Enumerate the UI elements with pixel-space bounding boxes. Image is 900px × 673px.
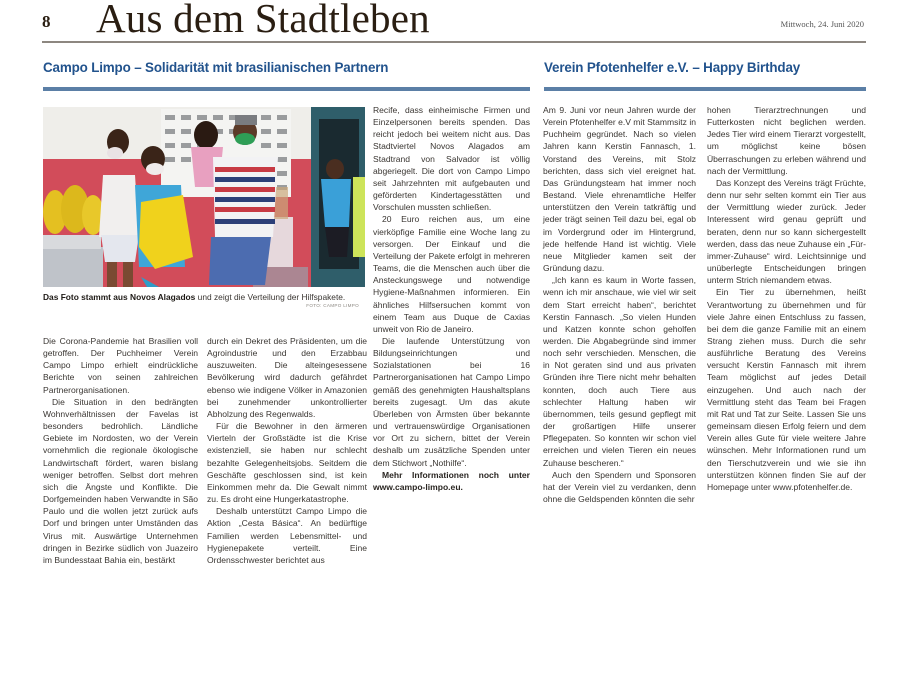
more-info-link[interactable]: Mehr Informationen noch unter www.campo-limpo.eu. bbox=[373, 469, 530, 492]
paragraph: Die laufende Unterstützung von Bildungseinrichtungen und Sozialstationen bei 16 Partnerorganisationen hat Campo Limpo gemäß des genehmigten Haushaltsplans bereits zugesagt. Um das akute Überleben von Ärmsten über bekannte und vertrauenswürdige Organisationen vor Ort zu sichern, bittet der Verein deshalb um zusätzliche Spenden unter dem Stichwort „Nothilfe“. bbox=[373, 335, 530, 468]
article-left-column-2 bbox=[207, 335, 367, 566]
article-right-column-1 bbox=[543, 104, 696, 505]
paragraph: Deshalb unterstützt Campo Limpo die Aktion „Cesta Básica“. An bedürftige Familien werden Lebensmittel- und Hygienepakete verteilt. Eine Ordensschwester berichtet aus bbox=[207, 506, 367, 565]
paragraph: Die Corona-Pandemie hat Brasilien voll getroffen. Der Puchheimer Verein Campo Limpo erhielt eindrückliche Berichte von seinen zahlreichen Partnerorganisationen. bbox=[43, 336, 198, 395]
article-right-header bbox=[544, 60, 866, 92]
caption-bold: Das Foto stammt aus Novos Alagados bbox=[43, 292, 196, 302]
paragraph: hohen Tierarztrechnungen und Futterkosten nicht beglichen werden. Jedes Tier wird einem Tierarzt vorgestellt, um möglichst keine bösen Überraschungen zu erleben während und nach der Vermittlung. bbox=[707, 105, 866, 176]
headline-rule bbox=[544, 87, 866, 91]
photo-credit: FOTO: CAMPO LIMPO bbox=[306, 303, 359, 308]
article-left-headline: Campo Limpo – Solidarität mit brasilianischen Partnern bbox=[43, 60, 389, 75]
article-right-headline: Verein Pfotenhelfer e.V. – Happy Birthday bbox=[544, 60, 801, 75]
section-title: Aus dem Stadtleben bbox=[96, 0, 430, 41]
article-left-header bbox=[43, 60, 530, 92]
page-number: 8 bbox=[42, 12, 51, 31]
paragraph: durch ein Dekret des Präsidenten, um die Agroindustrie und den Erzabbau auszuweiten. Die alteingesessene Bevölkerung wird dadurch gefährdet ebenso wie indigene Völker in Amazonien bei zunehmender unkontrollierter Abholzung des Regenwalds. bbox=[207, 336, 367, 419]
article-photo bbox=[43, 107, 365, 287]
paragraph: Auch den Spendern und Sponsoren hat der Verein viel zu verdanken, denn ohne die Geldspenden könnten die sehr bbox=[543, 469, 696, 504]
issue-date: Mittwoch, 24. Juni 2020 bbox=[780, 19, 864, 29]
paragraph: Ein Tier zu übernehmen, heißt Verantwortung zu übernehmen und für viele Jahre einen Entschluss zu fassen, bei dem die ganze Familie mit an einem Strang ziehen muss. Durch die sehr ausführliche Beratung des Vereins versucht Kerstin Fannasch mit ihrem Team möglichst auf jedes Detail einzugehen. Und auch nach der Vermittlung steht das Team bei Fragen mit Rat und Tat zur Seite. Lassen Sie uns gemeinsam diesen Erfolg feiern und dem Verein alles Gute für viele weitere Jahre wünschen. Mehr Informationen rund um den Tierschutzverein und wie sie ihn unterstützen können finden Sie auf der Homepage unter www.pfotenhelfer.de. bbox=[707, 287, 866, 492]
article-left-column-3 bbox=[373, 104, 530, 493]
paragraph: Das Konzept des Vereins trägt Früchte, denn nur sehr selten kommt ein Tier aus der Vermittlung wieder zurück. Jeder Interessent wird genau geprüft und beraten, denn nur so kann sichergestellt werden, dass das neue Zuhause ein „Für-immer-Zuhause“ wird. Leichtsinnige und unüberlegte Entscheidungen bringen unterm Strich niemandem etwas. bbox=[707, 177, 866, 286]
article-right-column-2 bbox=[707, 104, 866, 493]
paragraph: „Ich kann es kaum in Worte fassen, wenn ich mir anschaue, wie viel wir seit dem Start erreicht haben“, berichtet Kerstin Fannasch. „So vielen Hunden und Katzen konnte schon geholfen werden. Die Abgabegründe sind immer noch sehr verschieden. Menschen, die in Not geraten sind und aus privaten Gründen ihre Tiere nicht mehr behalten konnten, doch auch Tiere aus schlechter Haltung haben wir übernommen, teils gesund gepflegt mit der großartigen Hilfe unserer Pflegepaten. So konnten wir schon viel erreichen und vielen Tieren ein neues Zuhause bescheren.“ bbox=[543, 275, 696, 468]
paragraph: Die Situation in den bedrängten Wohnverhältnissen der Favelas ist besonders bedrohlich. Ländliche Gebiete im Nordosten, wo der Verein vornehmlich die regionale ökologische Landwirtschaft fördert, waren bislang weniger betroffen. Selbst dort mehren sich die Ängste und Konflikte. Die Dorfgemeinden haben Verwandte in São Paulo und die wollen jetzt zurück aufs Dorf und bringen unter Umständen das Virus mit. Auswärtige Unternehmen dringen in Bezirke südlich von Juazeiro im Bundesstaat Bahia ein, bestärkt bbox=[43, 396, 198, 565]
article-left-column-1 bbox=[43, 335, 198, 566]
photo-caption bbox=[43, 292, 365, 304]
photo-illustration bbox=[43, 107, 365, 287]
masthead-divider bbox=[42, 41, 866, 43]
paragraph: 20 Euro reichen aus, um eine vierköpfige Familie eine Woche lang zu versorgen. Der Einkauf und die Verteilung der Pakete erfolgt in mehreren Teams, die die Menschen auch über die Ansteckungswege und notwendige Hygiene-Maßnahmen informieren. Ein ähnliches Hilfsersuchen kommt von einem Team aus Duque de Caxias unweit von Rio de Janeiro. bbox=[373, 214, 530, 334]
paragraph: Am 9. Juni vor neun Jahren wurde der Verein Pfotenhelfer e.V mit Stammsitz in Puchheim gegründet. Nach so vielen Jahren kann Kerstin Fannasch, 1. Vorstand des Vereins, mit Stolz berichten, dass sich viel ereignet hat. Das Gründungsteam hat immer noch Bestand. Viele ehrenamtliche Helfer unterstützen den Verein tatkräftig und jeder trägt seinen Teil dazu bei, egal ob im Vordergrund oder im Hintergrund, jede helfende Hand ist wichtig. Viele neue Mitglieder kamen seit der Gründung dazu. bbox=[543, 105, 696, 274]
caption-text: und zeigt die Verteilung der Hilfspakete. bbox=[195, 292, 346, 302]
masthead bbox=[40, 0, 866, 43]
paragraph: Für die Bewohner in den ärmeren Vierteln der Großstädte ist die Krise existenziell, sie haben nur schlecht bezahlte Gelegenheitsjobs. Seitdem die Geschäfte geschlossen sind, ist kein Einkommen mehr da. Die Gewalt nimmt zu. Es droht eine Hungerkatastrophe. bbox=[207, 421, 367, 505]
paragraph: Recife, dass einheimische Firmen und Einzelpersonen bereits spenden. Das reicht jedoch bei weitem nicht aus. Das Stadtviertel Novos Alagados am Stadtrand von Salvador ist völlig abgeriegelt. Die dort von Campo Limpo seit Jahrzehnten mit aufgebauten und geförderten Kindertagesstätten und Vorschulen mussten schließen. bbox=[373, 105, 530, 213]
headline-rule bbox=[43, 87, 530, 91]
